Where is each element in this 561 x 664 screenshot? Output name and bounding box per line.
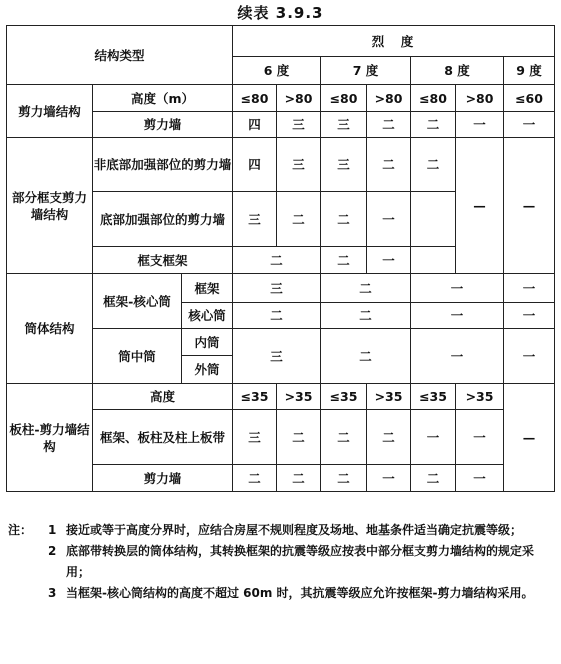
row-label-general-wall: 非底部加强部位的剪力墙 — [93, 138, 233, 192]
intensity-9: 9 度 — [504, 57, 555, 85]
table-cell: 三 — [321, 138, 367, 192]
table-cell: 一 — [456, 112, 504, 138]
table-cell: 一 — [504, 274, 555, 303]
table-notes — [8, 520, 556, 604]
table-cell: 二 — [277, 465, 321, 492]
table-cell: >35 — [277, 384, 321, 410]
row-label-inner-tube: 内筒 — [182, 329, 233, 356]
row-label-frame-slab-column: 框架、板柱及柱上板带 — [93, 410, 233, 465]
table-cell: >35 — [367, 384, 411, 410]
intensity-7: 7 度 — [321, 57, 411, 85]
row-label-frame-core: 框架-核心筒 — [93, 274, 182, 329]
table-cell: 二 — [411, 465, 456, 492]
note-item — [8, 583, 556, 604]
note-number: 3 — [48, 586, 57, 600]
table-cell: 一 — [411, 410, 456, 465]
table-cell: 一 — [411, 329, 504, 384]
table-cell: 一 — [504, 112, 555, 138]
table-cell: 三 — [233, 274, 321, 303]
row-label-tube-in-tube: 筒中筒 — [93, 329, 182, 384]
table-cell: 三 — [321, 112, 367, 138]
table-cell: >35 — [456, 384, 504, 410]
table-cell: 二 — [321, 247, 367, 274]
table-cell: ≤80 — [233, 85, 277, 112]
note-text: 当框架-核心筒结构的高度不超过 60m 时，其抗震等级应允许按框架-剪力墙结构采用。 — [66, 586, 534, 600]
note-text: 接近或等于高度分界时，应结合房屋不规则程度及场地、地基条件适当确定抗震等级； — [66, 523, 523, 537]
notes-lead: 注： — [8, 523, 33, 537]
table-cell: 二 — [233, 303, 321, 329]
table-cell: 一 — [456, 410, 504, 465]
table-cell: 二 — [321, 465, 367, 492]
table-cell — [411, 192, 456, 247]
group-tube: 筒体结构 — [7, 274, 93, 384]
table-cell: 二 — [321, 329, 411, 384]
table-cell: ≤35 — [411, 384, 456, 410]
intensity-header: 烈 度 — [233, 26, 555, 57]
group-shear-wall: 剪力墙结构 — [7, 85, 93, 138]
seismic-grade-table — [6, 25, 555, 492]
note-item — [8, 541, 556, 583]
table-cell: 二 — [321, 274, 411, 303]
table-cell: >80 — [277, 85, 321, 112]
group-slab-column: 板柱-剪力墙结构 — [7, 384, 93, 492]
table-cell: 二 — [411, 138, 456, 192]
table-cell: — — [456, 138, 504, 274]
table-cell: 二 — [321, 303, 411, 329]
table-cell: 二 — [367, 138, 411, 192]
table-cell: 一 — [367, 465, 411, 492]
table-cell: 二 — [321, 410, 367, 465]
table-title: 续表 3.9.3 — [237, 4, 324, 22]
row-label-height: 高度（m） — [93, 85, 233, 112]
row-label-frame: 框架 — [182, 274, 233, 303]
note-number: 2 — [48, 544, 57, 558]
table-cell: 一 — [367, 247, 411, 274]
row-label-height: 高度 — [93, 384, 233, 410]
table-cell: 一 — [411, 303, 504, 329]
table-cell: 二 — [367, 410, 411, 465]
intensity-8: 8 度 — [411, 57, 504, 85]
table-cell: 四 — [233, 138, 277, 192]
table-cell: — — [504, 384, 555, 492]
table-cell: 三 — [233, 410, 277, 465]
table-cell: ≤60 — [504, 85, 555, 112]
table-cell: ≤80 — [321, 85, 367, 112]
note-item — [8, 520, 556, 541]
intensity-6: 6 度 — [233, 57, 321, 85]
note-text: 底部带转换层的筒体结构，其转换框架的抗震等级应按表中部分框支剪力墙结构的规定采用； — [66, 544, 535, 579]
row-label-strengthened-wall: 底部加强部位的剪力墙 — [93, 192, 233, 247]
row-label-wall: 剪力墙 — [93, 112, 233, 138]
row-label-support-frame: 框支框架 — [93, 247, 233, 274]
table-cell: ≤80 — [411, 85, 456, 112]
structure-type-header: 结构类型 — [7, 26, 233, 85]
table-cell: 三 — [233, 192, 277, 247]
table-cell: 二 — [277, 192, 321, 247]
table-cell: 一 — [367, 192, 411, 247]
table-cell: 二 — [233, 247, 321, 274]
table-cell — [411, 247, 456, 274]
row-label-outer-tube: 外筒 — [182, 356, 233, 384]
table-cell: 二 — [321, 192, 367, 247]
table-cell: ≤35 — [233, 384, 277, 410]
table-cell: 三 — [277, 112, 321, 138]
note-number: 1 — [48, 523, 57, 537]
table-cell: 二 — [233, 465, 277, 492]
table-cell: 四 — [233, 112, 277, 138]
table-cell: 一 — [411, 274, 504, 303]
table-cell: 三 — [277, 138, 321, 192]
table-cell: >80 — [367, 85, 411, 112]
table-cell: 二 — [277, 410, 321, 465]
table-cell: >80 — [456, 85, 504, 112]
table-cell: 二 — [411, 112, 456, 138]
table-cell: ≤35 — [321, 384, 367, 410]
table-cell: 一 — [504, 329, 555, 384]
row-label-core: 核心筒 — [182, 303, 233, 329]
table-cell: — — [504, 138, 555, 274]
table-cell: 一 — [504, 303, 555, 329]
group-partial-frame: 部分框支剪力墙结构 — [7, 138, 93, 274]
table-cell: 一 — [456, 465, 504, 492]
table-cell: 三 — [233, 329, 321, 384]
row-label-wall: 剪力墙 — [93, 465, 233, 492]
table-cell: 二 — [367, 112, 411, 138]
